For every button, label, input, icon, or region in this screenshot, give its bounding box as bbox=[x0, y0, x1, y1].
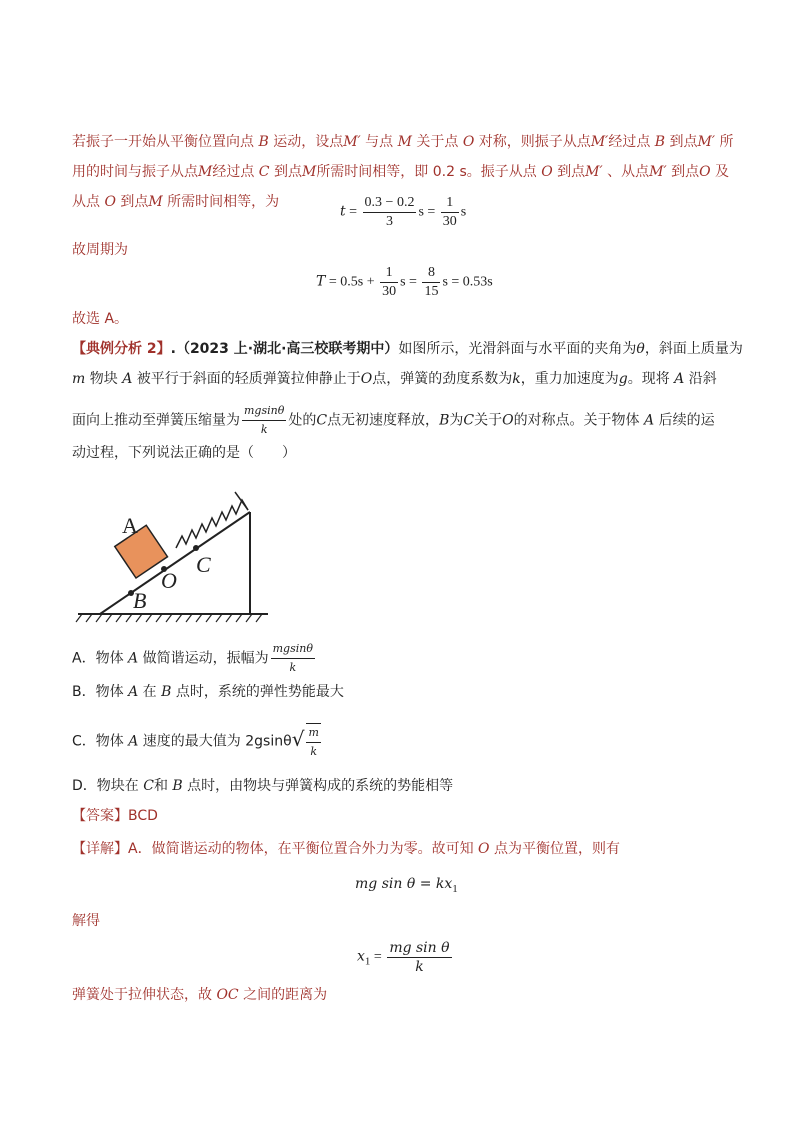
equation-4: $x_1$ = $\frac{\text{mg sin θ}}{k}$ bbox=[357, 940, 450, 975]
example-line1: 【典例分析 2】.（2023 上·湖北·高三校联考期中）如图所示，光滑斜面与水平面的夹角为θ，斜面上质量为 bbox=[72, 341, 743, 357]
point-C-dot bbox=[193, 545, 199, 551]
text-choose: 故选 A。 bbox=[72, 311, 129, 327]
option-A: A．物体 A 做简谐运动，振幅为 $\frac{mgsin\theta}{k}$ bbox=[72, 642, 313, 674]
spring bbox=[176, 500, 248, 548]
para1-line2: 用的时间与振子从点M经过点 C 到点M所需时间相等，即 0.2 s。振子从点 O 到点M′ 、从点M′ 到点O 及 bbox=[72, 164, 730, 180]
ground-hatch bbox=[76, 614, 262, 622]
detail-line: 【详解】A．做简谐运动的物体，在平衡位置合外力为零。故可知 O 点为平衡位置，则有 bbox=[72, 841, 620, 857]
example-source: .（2023 上·湖北·高三校联考期中） bbox=[170, 341, 399, 357]
example-line2: m 物块 A 被平行于斜面的轻质弹簧拉伸静止于O点，弹簧的劲度系数为k，重力加速度为g。现将 A 沿斜 bbox=[72, 371, 717, 387]
text-solve: 解得 bbox=[72, 913, 100, 929]
option-B: B．物体 A 在 B 点时，系统的弹性势能最大 bbox=[72, 684, 344, 700]
incline-figure bbox=[72, 478, 272, 626]
option-C: C．物体 A 速度的最大值为 2gsinθ√ $\frac{m}{k}$ bbox=[72, 722, 724, 761]
label-C: C bbox=[196, 552, 211, 577]
answer-line: 【答案】BCD bbox=[72, 808, 158, 824]
text-period: 故周期为 bbox=[72, 242, 128, 258]
example-line4: 动过程，下列说法正确的是（ ） bbox=[72, 445, 296, 461]
option-D: D．物块在 C和 B 点时，由物块与弹簧构成的系统的势能相等 bbox=[72, 778, 454, 794]
label-A: A bbox=[122, 513, 138, 538]
equation-3: mg $\sin \theta = kx_1$ bbox=[355, 876, 458, 895]
last-line: 弹簧处于拉伸状态，故 OC 之间的距离为 bbox=[72, 987, 328, 1003]
para1-line3: 从点 O 到点M 所需时间相等，为 bbox=[72, 194, 280, 210]
label-B: B bbox=[133, 588, 147, 613]
example-tag: 【典例分析 2】 bbox=[72, 341, 171, 357]
equation-1: t = $\frac{0.3 - 0.2}{3}$ s = $\frac{1}{30}$ s bbox=[340, 195, 467, 229]
label-O: O bbox=[161, 568, 177, 593]
equation-2: T = 0.5s + $\frac{1}{30}$ s = $\frac{8}{15}$ s = 0.53s bbox=[316, 265, 493, 299]
para1-line1: 若振子一开始从平衡位置向点 B 运动，设点M′ 与点 M 关于点 O 对称，则振子从点M′经过点 B 到点M′ 所 bbox=[72, 134, 734, 150]
example-line3: 面向上推动至弹簧压缩量为 $\frac{mgsin\theta}{k}$ 处的C点无初速度释放，B为C关于O的对称点。关于物体 A 后续的运 bbox=[72, 404, 715, 436]
spring-mount bbox=[235, 492, 248, 510]
